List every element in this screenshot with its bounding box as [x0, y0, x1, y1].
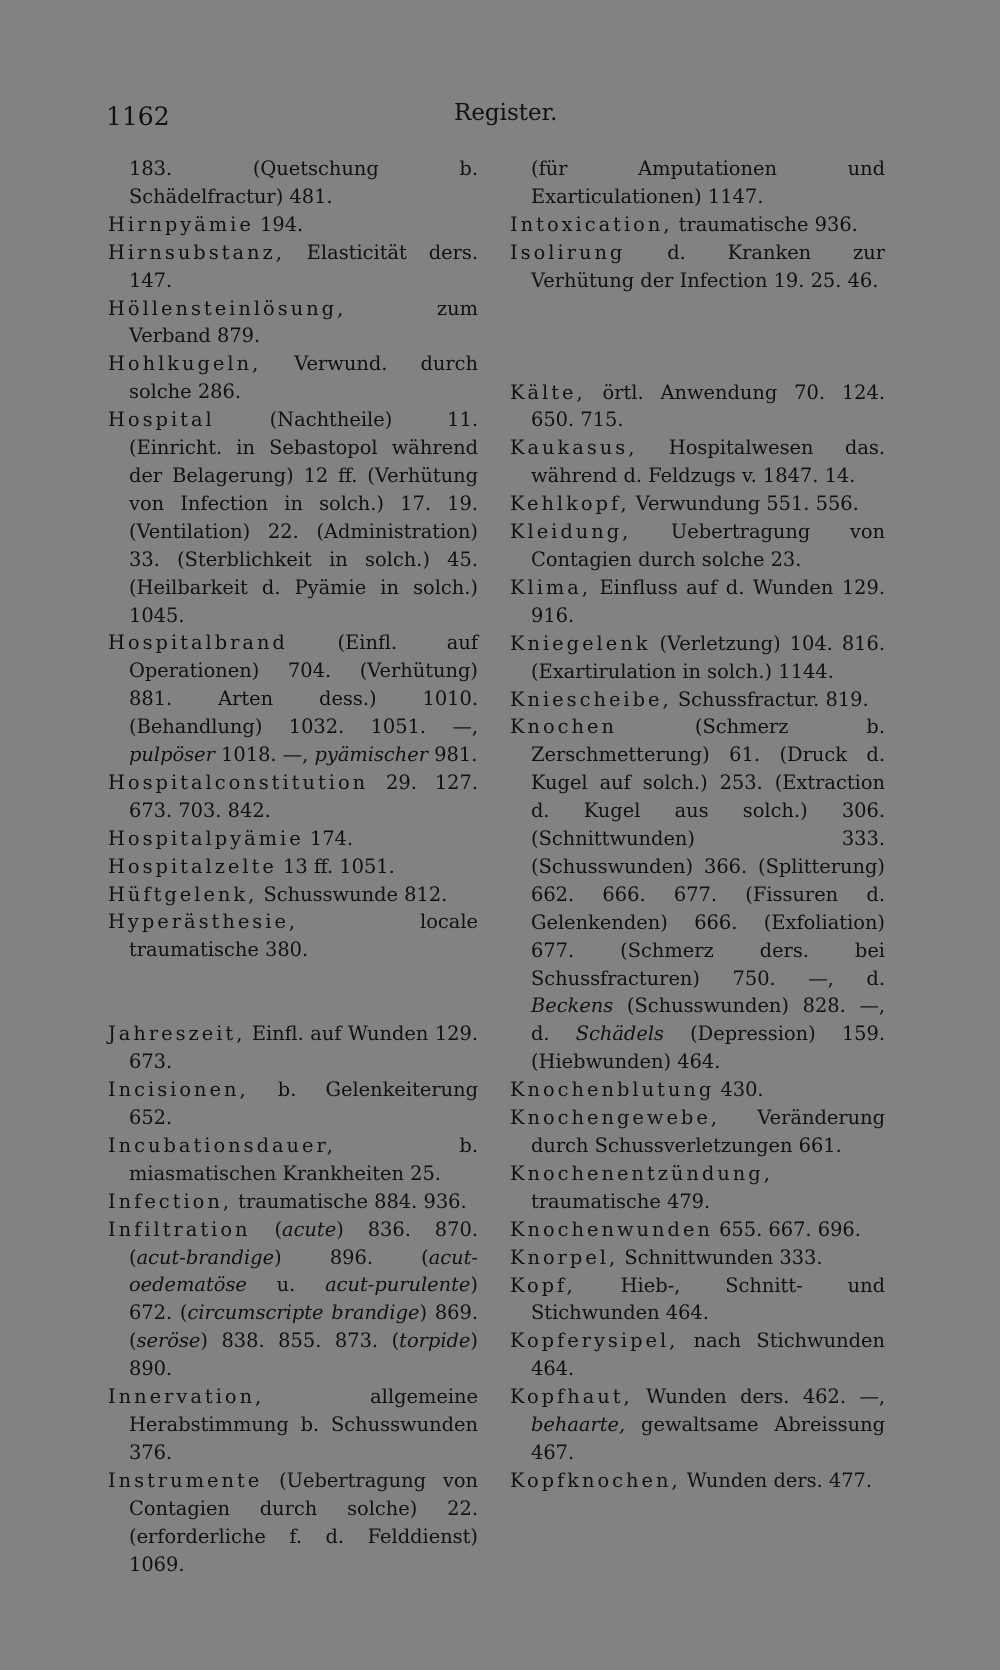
index-entry-italic: pyämischer	[314, 743, 429, 767]
index-keyword: Knochengewebe,	[510, 1106, 720, 1130]
index-keyword: Intoxication,	[510, 212, 673, 236]
index-entry	[108, 350, 478, 406]
index-entry-text: (Depression) 159. (Hiebwunden) 464.	[531, 1022, 886, 1074]
index-keyword: Knorpel,	[510, 1245, 619, 1269]
index-entry	[108, 1132, 478, 1188]
index-column-left	[108, 155, 478, 1578]
index-entry-text: u.	[246, 1273, 326, 1297]
index-entry-text: (	[250, 1217, 283, 1241]
index-entry	[510, 574, 885, 630]
index-keyword: Hospitalzelte	[108, 854, 277, 878]
index-entry-text: Verwundung 551. 556.	[629, 492, 859, 516]
index-entry-italic: behaarte,	[531, 1413, 626, 1437]
index-keyword: Hirnsubstanz,	[108, 240, 285, 264]
index-entry	[510, 239, 885, 295]
index-entry	[108, 1020, 478, 1076]
index-entry-text: Veränderung durch Schussverletzungen 661.	[531, 1106, 885, 1157]
index-entry	[510, 518, 885, 574]
index-keyword: Jahreszeit,	[108, 1022, 246, 1046]
index-entry-text: Wunden ders. 477.	[680, 1468, 873, 1492]
index-entry-text: (Schusswunden) 828. —, d.	[531, 994, 885, 1046]
index-entry-text: ) 896. (	[274, 1245, 429, 1269]
index-entry-text: traumatische 936.	[672, 212, 858, 236]
index-keyword: Kopf,	[510, 1273, 576, 1297]
index-keyword: Knochenwunden	[510, 1217, 713, 1241]
index-keyword: Incubationsdauer,	[108, 1133, 336, 1157]
index-entry	[108, 853, 478, 881]
index-entry-text: Hieb-, Schnitt- und Stichwunden 464.	[531, 1273, 885, 1325]
index-keyword: Infiltration	[108, 1217, 251, 1241]
index-entry-italic: seröse	[136, 1329, 201, 1353]
index-entry-text: (für Amputationen und Exarticulationen) 1147.	[531, 157, 885, 208]
index-entry-italic: Beckens	[531, 994, 614, 1018]
index-entry	[108, 629, 478, 769]
index-entry-italic: pulpöser	[129, 743, 215, 767]
index-entry	[510, 1467, 885, 1495]
index-entry	[108, 769, 478, 825]
index-entry	[510, 1327, 885, 1383]
index-entry-text: ) 890.	[129, 1329, 478, 1381]
index-entry-text: Uebertragung von Contagien durch solche 23.	[531, 520, 885, 571]
index-entry-text: Schnittwunden 333.	[618, 1245, 823, 1269]
index-entry-text: ) 672. (	[129, 1273, 478, 1325]
index-entry-text: Hospitalwesen das. während d. Feldzugs v. 1847. 14.	[531, 436, 885, 488]
index-entry-text: 29. 127. 673. 703. 842.	[129, 770, 478, 822]
index-entry-text: Wunden ders. 462. —,	[632, 1385, 885, 1409]
index-entry	[108, 211, 478, 239]
index-entry	[510, 155, 885, 211]
index-entry-text: b. Gelenkeiterung 652.	[129, 1078, 478, 1129]
index-entry	[510, 713, 885, 1076]
index-entry-text: Einfl. auf Wunden 129. 673.	[129, 1022, 478, 1074]
index-entry	[510, 1104, 885, 1160]
index-keyword: Hirnpyämie	[108, 212, 254, 236]
index-entry-text: 655. 667. 696.	[712, 1217, 861, 1241]
index-keyword: Hospitalpyämie	[108, 826, 304, 850]
index-entry	[510, 490, 885, 518]
index-entry	[108, 295, 478, 351]
index-entry-text: (Uebertragung von Contagien durch solche) 22. (erforderliche f. d. Felddienst) 1069.	[129, 1468, 478, 1576]
index-column-right	[510, 155, 885, 1495]
index-keyword: Knochenblutung	[510, 1078, 715, 1102]
index-entry	[510, 1160, 885, 1216]
index-entry-text: allgemeine Herabstimmung b. Schusswunden 376.	[129, 1385, 478, 1464]
index-keyword: Infection,	[108, 1189, 232, 1213]
index-entry	[510, 686, 885, 714]
index-keyword: Isolirung	[510, 240, 626, 264]
section-spacer	[510, 295, 885, 379]
index-entry-text: nach Stichwunden 464.	[531, 1329, 885, 1381]
index-entry-italic: torpide	[399, 1329, 471, 1353]
index-entry-text: 981.	[428, 743, 478, 767]
index-keyword: Innervation,	[108, 1385, 265, 1409]
index-entry-italic: acute	[282, 1217, 337, 1241]
index-entry-text: traumatische 884. 936.	[231, 1189, 467, 1213]
index-entry	[108, 155, 478, 211]
index-entry-text: Elasticität ders. 147.	[129, 240, 478, 292]
index-entry-text: (Einfl. auf Operationen) 704. (Verhütung) 881. Arten dess.) 1010. (Behandlung) 1032. 1051. —,	[129, 631, 478, 739]
index-keyword: Incisionen,	[108, 1078, 249, 1102]
index-entry	[510, 1216, 885, 1244]
index-entry	[108, 908, 478, 964]
running-head: Register.	[454, 100, 558, 126]
index-entry	[108, 406, 478, 629]
index-keyword: Hohlkugeln,	[108, 352, 262, 376]
index-entry-text: 430.	[714, 1078, 764, 1102]
index-entry	[108, 1467, 478, 1579]
index-entry	[108, 1188, 478, 1216]
index-entry-text: (Verletzung) 104. 816. (Exartirulation in solch.) 1144.	[531, 631, 885, 683]
index-keyword: Klima,	[510, 575, 592, 599]
index-keyword: Kniegelenk	[510, 631, 651, 655]
index-entry	[510, 1076, 885, 1104]
index-entry	[510, 434, 885, 490]
index-entry	[108, 1216, 478, 1383]
index-entry-text: ) 838. 855. 873. (	[200, 1329, 400, 1353]
index-entry-text: zum Verband 879.	[129, 296, 478, 348]
index-entry	[108, 1383, 478, 1467]
index-entry-text: b. miasmatischen Krankheiten 25.	[129, 1133, 478, 1185]
index-keyword: Hospital	[108, 408, 215, 432]
index-entry	[510, 379, 885, 435]
index-entry-text: 174.	[303, 826, 354, 850]
index-keyword: Knochenentzündung,	[510, 1161, 773, 1185]
index-entry-italic: acut-purulente	[325, 1273, 471, 1297]
index-entry-text: d. Kranken zur Verhütung der Infection 19. 25. 46.	[531, 240, 885, 292]
index-entry	[108, 825, 478, 853]
index-entry-text: 13 ff. 1051.	[276, 854, 395, 878]
index-keyword: Kopferysipel,	[510, 1329, 679, 1353]
index-keyword: Hospitalconstitution	[108, 770, 369, 794]
index-keyword: Knochen	[510, 715, 617, 739]
index-entry	[108, 881, 478, 909]
index-entry-text: (Nachtheile) 11. (Einricht. in Sebastopol während der Belagerung) 12 ff. (Verhütung von Infection in solch.) 17. 19. (Ventilation) 22. (Administration) 33. (Sterblichkeit in solch.) 45. (Heilbarkeit d. Pyämie in solch.) 1045.	[129, 408, 478, 627]
index-entry	[510, 630, 885, 686]
index-entry-text: 194.	[253, 212, 304, 236]
index-entry	[510, 1272, 885, 1328]
index-entry-text: Schusswunde 812.	[257, 882, 448, 906]
index-keyword: Instrumente	[108, 1468, 263, 1492]
index-keyword: Höllensteinlösung,	[108, 296, 347, 320]
index-entry	[510, 1244, 885, 1272]
index-entry-italic: circumscripte brandige	[187, 1301, 420, 1325]
index-entry-text: örtl. Anwendung 70. 124. 650. 715.	[531, 380, 885, 432]
index-entry-text: 183. (Quetschung b. Schädelfractur) 481.	[129, 157, 478, 208]
index-keyword: Hospitalbrand	[108, 631, 288, 655]
page-number: 1162	[106, 102, 170, 131]
index-keyword: Kaukasus,	[510, 436, 638, 460]
index-entry-text: Verwund. durch solche 286.	[129, 352, 478, 404]
index-entry-text: Schussfractur. 819.	[671, 687, 869, 711]
index-entry-text: 1018. —,	[214, 743, 315, 767]
index-entry-text: locale traumatische 380.	[129, 910, 478, 962]
index-entry-italic: acut-oedematöse	[129, 1245, 478, 1297]
index-entry	[510, 1383, 885, 1467]
index-keyword: Kniescheibe,	[510, 687, 672, 711]
index-keyword: Hüftgelenk,	[108, 882, 258, 906]
index-entry-text: ) 836. 870. (	[129, 1217, 478, 1269]
index-keyword: Kehlkopf,	[510, 492, 630, 516]
index-entry-italic: acut-brandige	[136, 1245, 275, 1269]
index-entry-text: Einfluss auf d. Wunden 129. 916.	[531, 575, 885, 627]
index-keyword: Hyperästhesie,	[108, 910, 299, 934]
index-entry	[108, 239, 478, 295]
index-entry	[510, 211, 885, 239]
index-keyword: Kopfhaut,	[510, 1385, 633, 1409]
index-keyword: Kälte,	[510, 380, 586, 404]
index-entry	[108, 1076, 478, 1132]
section-spacer	[108, 964, 478, 1020]
index-entry-text: traumatische 479.	[531, 1189, 711, 1213]
index-keyword: Kopfknochen,	[510, 1468, 681, 1492]
index-entry-text: (Schmerz b. Zerschmetterung) 61. (Druck d. Kugel auf solch.) 253. (Extraction d. Kugel aus solch.) 306. (Schnittwunden) 333. (Schusswunden) 366. (Splitterung) 662. 666. 677. (Fissuren d. Gelenkenden) 666. (Exfoliation) 677. (Schmerz ders. bei Schussfracturen) 750. —, d.	[531, 715, 885, 990]
index-entry-italic: Schädels	[575, 1022, 664, 1046]
index-keyword: Kleidung,	[510, 520, 632, 544]
index-entry-text: ) 869. (	[129, 1301, 479, 1353]
index-entry-text: gewaltsame Abreissung 467.	[531, 1413, 885, 1464]
